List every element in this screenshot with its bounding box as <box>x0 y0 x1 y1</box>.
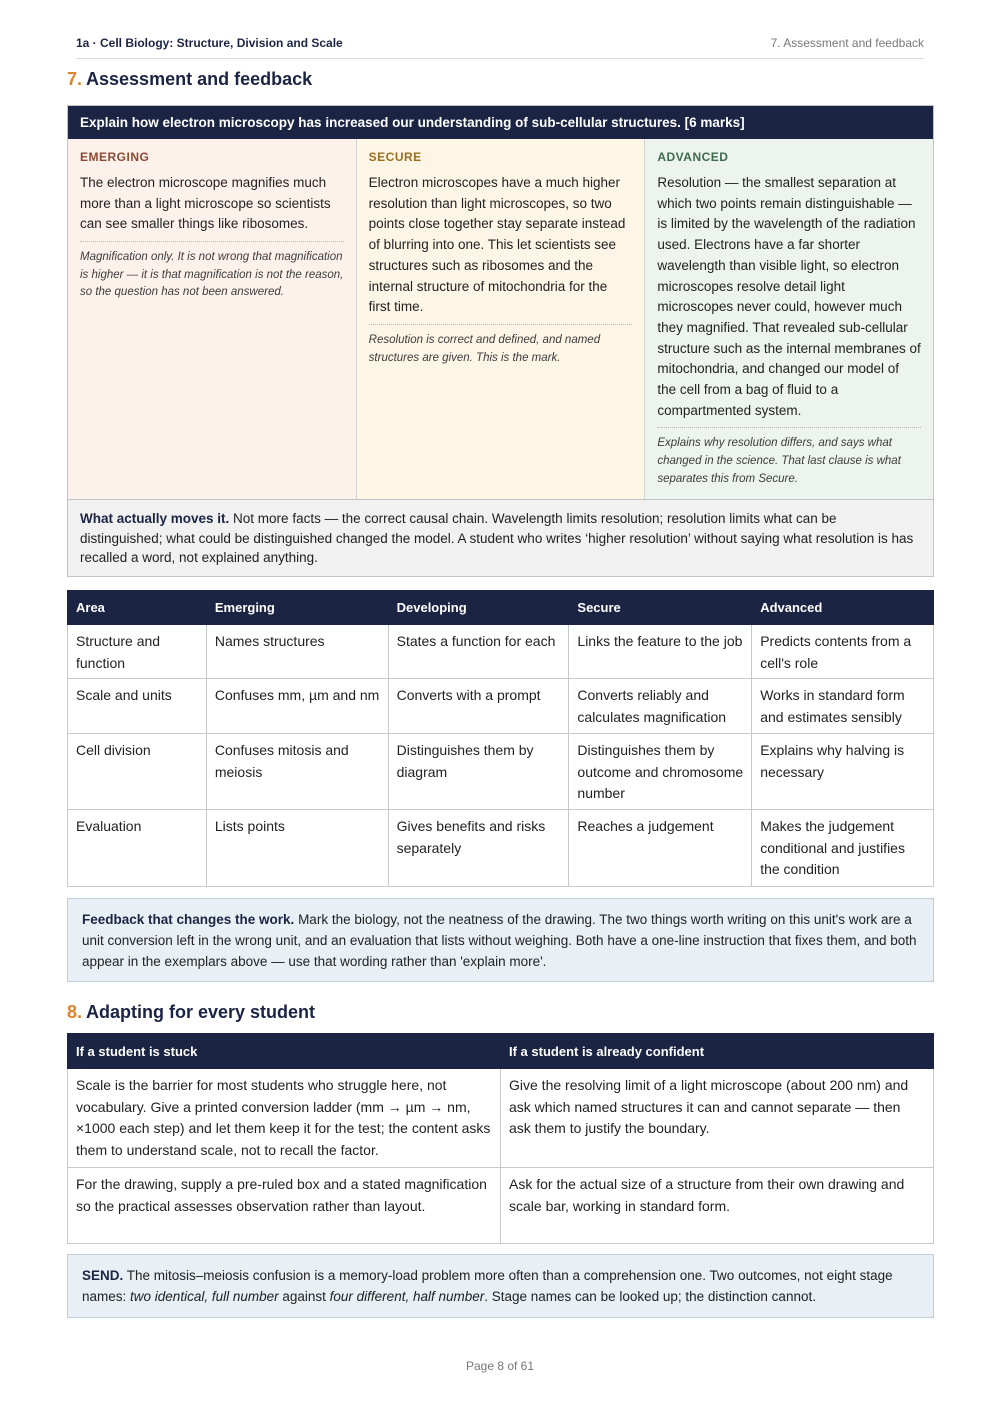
table-cell: Predicts contents from a cell's role <box>752 625 934 679</box>
table-cell: Confuses mitosis and meiosis <box>206 734 388 810</box>
callout-text: . Stage names can be looked up; the distinction cannot. <box>484 1289 816 1304</box>
callout-text: Mark the biology, not the neatness of the drawing. The two things worth writing on this unit's work are a unit conversion left in the wrong unit, and an evaluation that lists without weighing. Both have a one-line instruction that fixes them, and both appear in the exemplars above — use that wording rather than 'explain more'. <box>82 912 917 969</box>
level-note: Explains why resolution differs, and says what changed in the science. That last clause is what separates this from Secure. <box>657 427 921 488</box>
table-cell: Converts with a prompt <box>388 679 569 734</box>
level-title: EMERGING <box>80 150 150 164</box>
table-cell: Names structures <box>206 625 388 679</box>
callout-lead: SEND. <box>82 1268 124 1283</box>
table-row <box>68 1069 934 1168</box>
send-callout <box>67 1254 934 1318</box>
table-cell: Lists points <box>206 810 388 887</box>
section-label: 7. Assessment and feedback <box>770 36 924 50</box>
table-cell: Scale and units <box>68 679 207 734</box>
table-cell: Cell division <box>68 734 207 810</box>
level-answer: Electron microscopes have a much higher resolution than light microscopes, so two points close together stay separate instead of blurring into one. This let scientists see structures such as ribosomes and the internal structure of mitochondria for the first time. <box>368 175 626 315</box>
callout-emphasis: four different, half number <box>329 1289 485 1304</box>
table-cell: For the drawing, supply a pre-ruled box and a stated magnification so the practical assesses observation rather than layout. <box>68 1168 501 1244</box>
section-8-heading <box>67 1002 315 1023</box>
running-header <box>76 36 924 59</box>
level-answer: The electron microscope magnifies much more than a light microscope so scientists can see smaller things like ribosomes. <box>80 175 331 232</box>
level-answer: Resolution — the smallest separation at which two points remain distinguishable — is limited by the wavelength of the radiation used. Electrons have a far shorter wavelength than visible light, so electron microscopes resolve detail light microscopes never could, however much they magnified. That revealed sub-cellular structure such as the internal membranes of mitochondria, and changed our model of the cell from a bag of fluid to a compartmented system. <box>657 175 921 418</box>
rubric-footer-lead: What actually moves it. <box>80 511 230 526</box>
table-row <box>68 679 934 734</box>
table-cell: Makes the judgement conditional and justifies the condition <box>752 810 934 887</box>
rubric-footer-text: Not more facts — the correct causal chain. Wavelength limits resolution; resolution limits what can be distinguished; what could be distinguished changed the model. A student who writes ‘higher resolution’ without saying what resolution is has recalled a word, not explained anything. <box>80 511 914 566</box>
table-row <box>68 625 934 679</box>
section-title: Assessment and feedback <box>86 69 313 89</box>
table-header-row <box>68 591 934 625</box>
column-header: Emerging <box>206 591 388 625</box>
table-cell: Explains why halving is necessary <box>752 734 934 810</box>
unit-title: 1a · Cell Biology: Structure, Division and Scale <box>76 36 343 50</box>
level-title: ADVANCED <box>657 150 729 164</box>
adaptation-table <box>67 1033 934 1244</box>
page-number: Page 8 of 61 <box>465 1359 535 1373</box>
table-cell: Confuses mm, µm and nm <box>206 679 388 734</box>
table-cell: Distinguishes them by diagram <box>388 734 569 810</box>
section-7-heading <box>67 69 312 90</box>
column-header: Secure <box>569 591 752 625</box>
table-row <box>68 1168 934 1244</box>
column-header: Advanced <box>752 591 934 625</box>
level-note: Resolution is correct and defined, and named structures are given. This is the mark. <box>369 324 633 367</box>
marking-rubric <box>67 105 934 577</box>
column-header: Developing <box>388 591 569 625</box>
column-header: Area <box>68 591 207 625</box>
column-header: If a student is stuck <box>68 1034 501 1069</box>
section-number: 7. <box>67 69 83 89</box>
progression-table <box>67 590 934 887</box>
level-advanced <box>645 139 933 499</box>
level-title: SECURE <box>368 150 422 164</box>
level-note: Magnification only. It is not wrong that magnification is higher — it is that magnification is not the reason, so the question has not been answered. <box>80 241 344 302</box>
table-cell: Structure and function <box>68 625 207 679</box>
table-cell: Scale is the barrier for most students who struggle here, not vocabulary. Give a printed conversion ladder (mm → µm → nm, ×1000 each step) and let them keep it for the test; the content asks them to understand scale, not to recall the factor. <box>68 1069 501 1168</box>
callout-emphasis: two identical, full number <box>130 1289 279 1304</box>
rubric-levels <box>68 139 933 499</box>
table-cell: Links the feature to the job <box>569 625 752 679</box>
level-emerging <box>68 139 357 499</box>
section-title: Adapting for every student <box>86 1002 316 1022</box>
table-cell: Reaches a judgement <box>569 810 752 887</box>
column-header: If a student is already confident <box>501 1034 934 1069</box>
callout-lead: Feedback that changes the work. <box>82 912 295 927</box>
rubric-footer <box>68 499 933 576</box>
table-cell: Give the resolving limit of a light microscope (about 200 nm) and ask which named structures it can and cannot separate — then ask them to justify the boundary. <box>501 1069 934 1168</box>
rubric-question: Explain how electron microscopy has increased our understanding of sub-cellular structures. [6 marks] <box>68 106 933 139</box>
table-header-row <box>68 1034 934 1069</box>
table-cell: States a function for each <box>388 625 569 679</box>
table-cell: Works in standard form and estimates sensibly <box>752 679 934 734</box>
table-cell: Converts reliably and calculates magnification <box>569 679 752 734</box>
section-number: 8. <box>67 1002 83 1022</box>
table-row <box>68 810 934 887</box>
table-cell: Ask for the actual size of a structure from their own drawing and scale bar, working in standard form. <box>501 1168 934 1244</box>
table-cell: Evaluation <box>68 810 207 887</box>
callout-text: The mitosis–meiosis confusion is a memory-load problem more often than a comprehension one. Two outcomes, not eight stage names: <box>82 1268 893 1304</box>
level-secure <box>357 139 646 499</box>
table-row <box>68 734 934 810</box>
feedback-callout <box>67 898 934 982</box>
callout-text: against <box>278 1289 330 1304</box>
table-cell: Distinguishes them by outcome and chromosome number <box>569 734 752 810</box>
table-cell: Gives benefits and risks separately <box>388 810 569 887</box>
